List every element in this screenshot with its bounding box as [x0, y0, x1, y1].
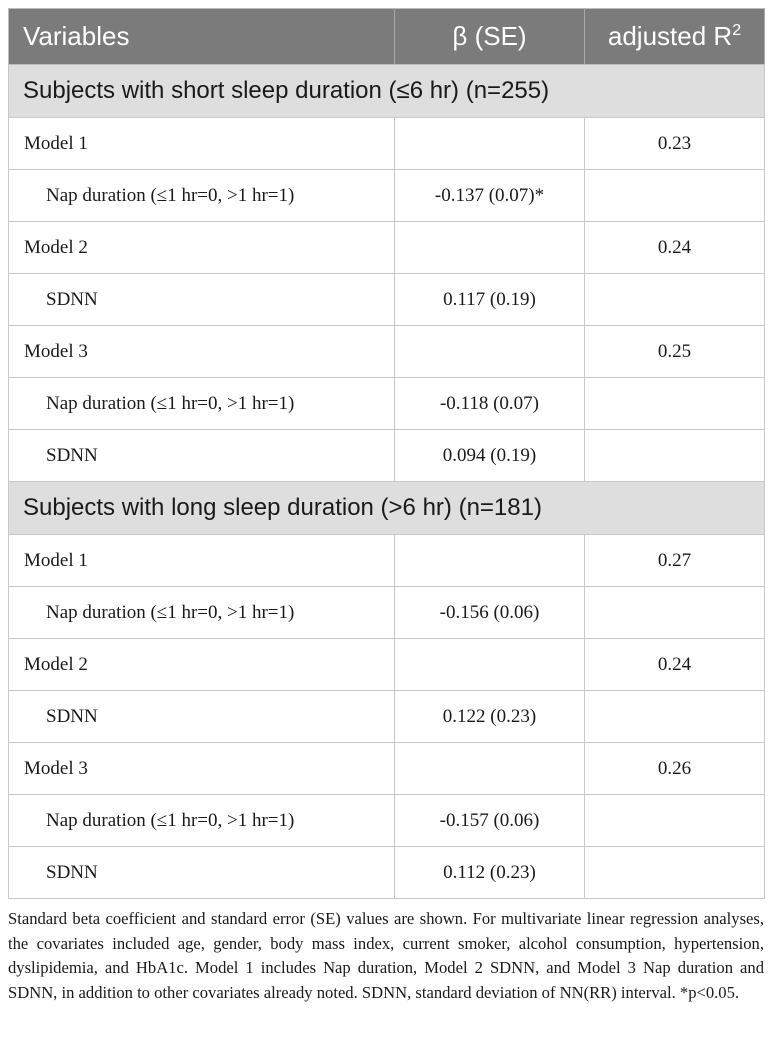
row-beta: 0.094 (0.19): [395, 430, 585, 482]
results-table-container: [8, 8, 764, 899]
row-r2: [585, 274, 765, 326]
row-r2: [585, 430, 765, 482]
row-label: SDNN: [9, 847, 395, 899]
row-label: Nap duration (≤1 hr=0, >1 hr=1): [9, 378, 395, 430]
row-beta: [395, 326, 585, 378]
header-adjusted-r2-text: adjusted R: [607, 21, 733, 51]
table-row: [9, 378, 765, 430]
table-row: [9, 743, 765, 795]
row-label: Nap duration (≤1 hr=0, >1 hr=1): [9, 795, 395, 847]
row-r2: 0.26: [585, 743, 765, 795]
table-row: [9, 587, 765, 639]
row-r2: [585, 378, 765, 430]
header-variables: Variables: [9, 9, 395, 65]
row-label: Model 3: [9, 326, 395, 378]
row-beta: -0.137 (0.07)*: [395, 170, 585, 222]
row-label: SDNN: [9, 430, 395, 482]
table-row: [9, 639, 765, 691]
row-label: Model 2: [9, 222, 395, 274]
regression-table: [8, 8, 765, 899]
group-row-short-sleep: [9, 65, 765, 118]
header-row: [9, 9, 765, 65]
row-beta: [395, 222, 585, 274]
row-r2: 0.27: [585, 535, 765, 587]
row-beta: [395, 118, 585, 170]
row-r2: [585, 795, 765, 847]
table-row: [9, 326, 765, 378]
header-r2-superscript: 2: [732, 22, 742, 39]
row-beta: 0.117 (0.19): [395, 274, 585, 326]
row-label: Model 3: [9, 743, 395, 795]
row-beta: 0.122 (0.23): [395, 691, 585, 743]
table-row: [9, 430, 765, 482]
row-beta: -0.157 (0.06): [395, 795, 585, 847]
group-title: Subjects with short sleep duration (≤6 hr) (n=255): [9, 65, 765, 118]
table-row: [9, 170, 765, 222]
row-r2: 0.24: [585, 639, 765, 691]
row-beta: [395, 743, 585, 795]
row-r2: 0.23: [585, 118, 765, 170]
row-beta: [395, 535, 585, 587]
row-r2: [585, 587, 765, 639]
table-row: [9, 222, 765, 274]
row-label: Model 2: [9, 639, 395, 691]
row-label: Nap duration (≤1 hr=0, >1 hr=1): [9, 170, 395, 222]
table-row: [9, 118, 765, 170]
row-r2: 0.25: [585, 326, 765, 378]
table-row: [9, 691, 765, 743]
header-adjusted-r2: [585, 9, 765, 65]
table-row: [9, 795, 765, 847]
row-beta: [395, 639, 585, 691]
table-row: [9, 847, 765, 899]
group-title: Subjects with long sleep duration (>6 hr) (n=181): [9, 482, 765, 535]
table-footnote: Standard beta coefficient and standard error (SE) values are shown. For multivariate linear regression analyses, the covariates included age, gender, body mass index, current smoker, alcohol consumption, hypertension, dyslipidemia, and HbA1c. Model 1 includes Nap duration, Model 2 SDNN, and Model 3 Nap duration and SDNN, in addition to other covariates already noted. SDNN, standard deviation of NN(RR) interval. *p<0.05.: [8, 909, 764, 1002]
row-label: Model 1: [9, 535, 395, 587]
table-row: [9, 274, 765, 326]
row-beta: 0.112 (0.23): [395, 847, 585, 899]
row-label: SDNN: [9, 691, 395, 743]
row-r2: 0.24: [585, 222, 765, 274]
row-beta: -0.118 (0.07): [395, 378, 585, 430]
row-r2: [585, 170, 765, 222]
row-beta: -0.156 (0.06): [395, 587, 585, 639]
row-r2: [585, 847, 765, 899]
row-label: Model 1: [9, 118, 395, 170]
row-r2: [585, 691, 765, 743]
group-row-long-sleep: [9, 482, 765, 535]
row-label: SDNN: [9, 274, 395, 326]
header-beta-se: β (SE): [395, 9, 585, 65]
table-row: [9, 535, 765, 587]
row-label: Nap duration (≤1 hr=0, >1 hr=1): [9, 587, 395, 639]
